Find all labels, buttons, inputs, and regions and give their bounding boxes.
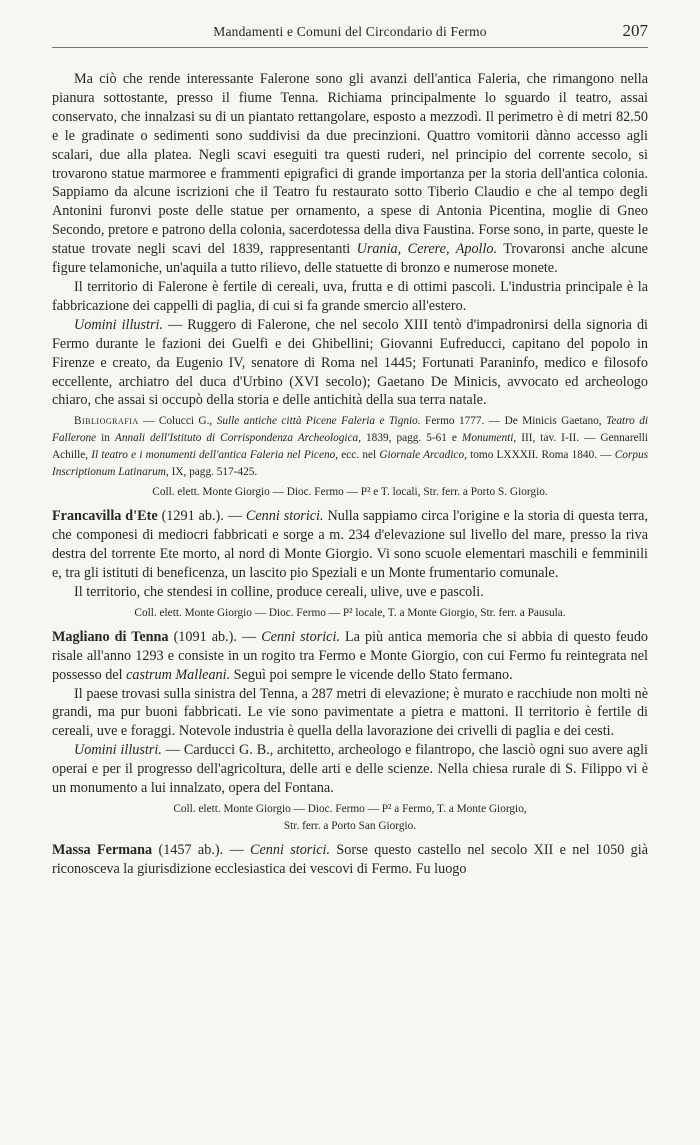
- falerone-territory-paragraph: Il territorio di Falerone è fertile di cereali, uva, frutta e di ottimi pascoli. L'industria principale è la fabbricazione dei cappelli di paglia, di cui si fa grande smercio all'estero.: [52, 278, 648, 314]
- illustrious-label: Uomini illustri.: [74, 316, 163, 333]
- magliano-illustrious-paragraph: Uomini illustri. — Carducci G. B., architetto, archeologo e filantropo, che lasciò ogni suo avere agli operai e per il progresso dell'agricoltura, delle arti e delle scienze. Nella chiesa rurale di S. Filippo vi è un monumento a lui innalzato, opera del Fontana.: [52, 742, 648, 797]
- magliano-town-paragraph: Il paese trovasi sulla sinistra del Tenna, a 287 metri di elevazione; è murato e racchiude non molti nè grandi, ma pur buoni fabbricati. Le vie sono pavimentate a pietra e mattoni. Il territorio è fertile di cereali, uve e foraggi. Notevole industria è quella della lavorazione dei crivelli di paglia e dei cesti.: [52, 685, 648, 740]
- page-body: [52, 70, 648, 879]
- francavilla-entry: Francavilla d'Ete (1291 ab.). — Cenni storici. Nulla sappiamo circa l'origine e la storia di questa terra, che componesi di mediocri fabbricati e sorge a m. 234 d'elevazione sul livello del mare, presso la riva destra del torrente Ete morto, al nord di Monte Giorgio. Vi sono scuole elementari maschili e femminili e, tra gli istituti di beneficenza, un lascito pio Speziali e un Monte frumentario comunale.: [52, 508, 648, 582]
- francavilla-heading: Francavilla d'Ete: [52, 508, 158, 525]
- falerone-coll-line: Coll. elett. Monte Giorgio — Dioc. Fermo — P² e T. locali, Str. ferr. a Porto S. Giorgio.: [152, 486, 548, 499]
- falerone-bibliography: Bibliografia — Colucci G., Sulle antiche città Picene Faleria e Tignio. Fermo 1777. — De Minicis Gaetano, Teatro di Fallerone in Annali dell'Istituto di Corrispondenza Archeologica, 1839, pagg. 5-61 e Monumenti, III, tav. I-II. — Gennarelli Achille, Il teatro e i monumenti dell'antica Faleria nel Piceno, ecc. nel Giornale Arcadico, tomo LXXXII. Roma 1840. — Corpus Inscriptionum Latinarum, IX, pagg. 517-425.: [52, 415, 649, 479]
- francavilla-coll-line: Coll. elett. Monte Giorgio — Dioc. Fermo — P² locale, T. a Monte Giorgio, Str. ferr. a Pausula.: [134, 606, 566, 619]
- magliano-heading: Magliano di Tenna: [52, 628, 169, 645]
- magliano-entry: Magliano di Tenna (1091 ab.). — Cenni storici. La più antica memoria che si abbia di questo feudo risale all'anno 1293 e consiste in un rogito tra Fermo e Monte Giorgio, con cui Fermo fu reintegrata nel possesso del castrum Malleani. Seguì poi sempre le vicende dello Stato fermano.: [52, 628, 649, 683]
- header-title: Mandamenti e Comuni del Circondario di Fermo: [213, 24, 487, 39]
- massa-entry: Massa Fermana (1457 ab.). — Cenni storici. Sorse questo castello nel secolo XII e nel 1050 già riconosceva la giurisdizione ecclesiastica dei vescovi di Fermo. Fu luogo: [52, 842, 648, 877]
- falerone-theatre-paragraph: Ma ciò che rende interessante Falerone sono gli avanzi dell'antica Faleria, che rimangono nella pianura sottostante, presso il fiume Tenna. Richiama principalmente lo sguardo il teatro, assai conservato, che innalzasi su di un piantato rettangolare, esposto a mezzodì. Il perimetro è di metri 82.50 e le gradinate o sedimenti sono suddivisi da due precinzioni. Quattro vomitorii dànno accesso agli scalari, due alla platea. Negli scavi eseguiti tra questi ruderi, nel principio del corrente secolo, si trovarono statue marmoree e frammenti epigrafici di grande importanza per la storia dell'antica colonia. Sappiamo da alcune iscrizioni che il Teatro fu restaurato sotto Tiberio Claudio e che al tempo degli Antonini furonvi poste delle statue per ornamento, a spese di Antonia Picentina, moglie di Gneo Secondo, pretore e patrono della colonia, sacerdotessa della diva Faustina. Forse sono, in parte, queste le statue trovate negli scavi del 1839, rappresentanti Urania, Cerere, Apollo. Trovaronsi anche alcune figure telamoniche, un'aquila a tutto rilievo, delle statuette di bronzo e numerose monete.: [52, 71, 648, 277]
- massa-heading: Massa Fermana: [52, 842, 153, 858]
- francavilla-territory-paragraph: Il territorio, che stendesi in colline, produce cereali, ulive, uve e pascoli.: [74, 583, 484, 600]
- bibliography-label: Bibliografia: [74, 415, 139, 428]
- page-number: 207: [622, 21, 648, 40]
- header-rule: [52, 47, 648, 48]
- falerone-illustrious-paragraph: Uomini illustri. — Ruggero di Falerone, che nel secolo XIII tentò d'impadronirsi della signoria di Fermo durante le fazioni dei Guelfi e dei Ghibellini; Giovanni Eufreducci, capitano del popolo in Firenze e creato, da Eugenio IV, senatore di Roma nel 1445; Fortunati Paraninfo, medico e filosofo eccellente, archiatro del duca d'Urbino (XVI secolo); Gaetano De Minicis, avvocato ed archeologo chiaro, che assai si occupò della storia e delle antichità della sua terra natale.: [52, 316, 648, 409]
- running-header: [52, 22, 648, 44]
- magliano-coll-line: Coll. elett. Monte Giorgio — Dioc. Fermo — P² a Fermo, T. a Monte Giorgio, Str. ferr. a Porto San Giorgio.: [173, 803, 527, 832]
